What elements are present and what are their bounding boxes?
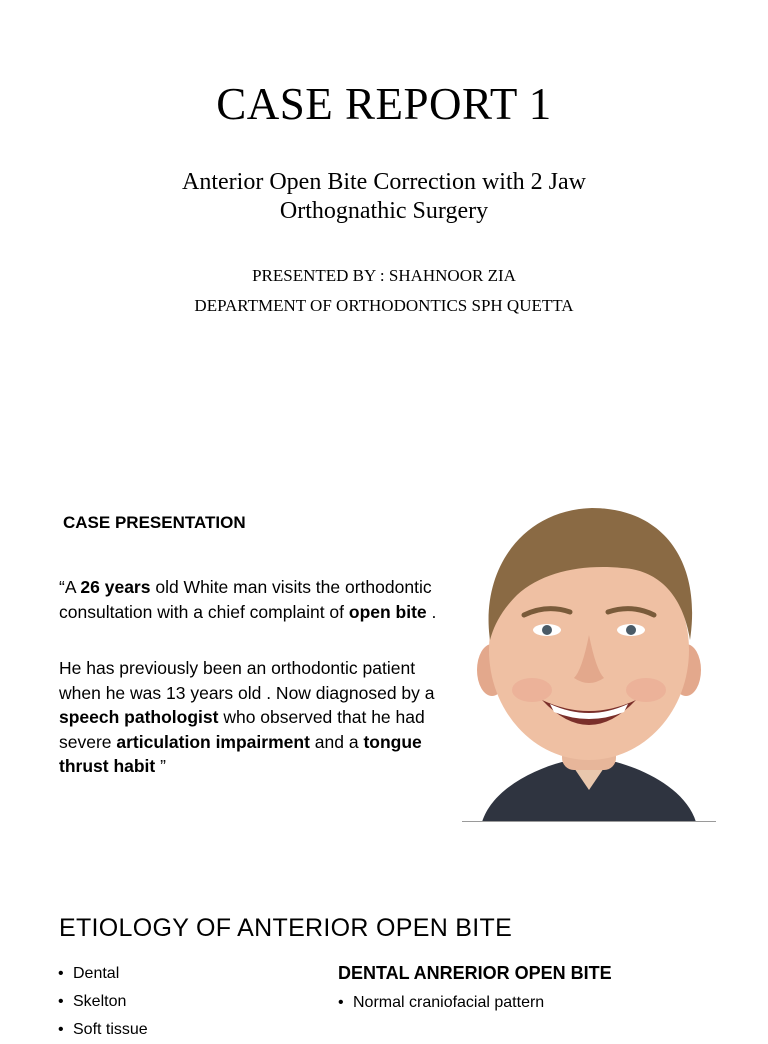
bullet-icon: • [58, 993, 64, 1010]
p2-text-g: ” [155, 756, 166, 776]
case-presentation-slide [0, 470, 768, 870]
p2-tongue-thrust: tongue thrust habit [59, 731, 422, 776]
subtitle [134, 168, 634, 226]
p2-text-e: and a [309, 731, 364, 752]
list-item-label: Normal craniofacial pattern [353, 994, 545, 1011]
bullet-icon: • [58, 965, 64, 982]
bullet-icon: • [58, 1021, 64, 1038]
subtitle-line-2: Orthognathic Surgery [279, 198, 489, 224]
page-title: CASE REPORT 1 [216, 79, 552, 129]
department-line: DEPARTMENT OF ORTHODONTICS SPH QUETTA [194, 296, 574, 315]
list-item [338, 994, 544, 1012]
etiology-list [58, 960, 148, 1044]
patient-portrait-icon [462, 500, 716, 822]
presenter-line: PRESENTED BY : SHAHNOOR ZIA [252, 266, 516, 285]
title-slide [0, 0, 768, 470]
p2-articulation: articulation impairment [116, 731, 310, 752]
list-item-label: Skelton [73, 993, 127, 1010]
list-item-label: Dental [73, 965, 120, 982]
list-item [58, 988, 148, 1016]
subtitle-line-1: Anterior Open Bite Correction with 2 Jaw [182, 169, 586, 195]
dental-open-bite-heading: DENTAL ANRERIOR OPEN BITE [338, 963, 612, 983]
p1-complaint: open bite [348, 601, 427, 622]
case-presentation-heading: CASE PRESENTATION [63, 513, 246, 532]
photo-divider [462, 821, 716, 822]
p1-text-e: . [426, 601, 437, 622]
case-paragraph-1 [59, 575, 439, 624]
list-item [58, 1016, 148, 1044]
case-paragraph-2 [59, 656, 439, 779]
p2-text-c: who observed that he had severe [59, 707, 425, 752]
etiology-heading: ETIOLOGY OF ANTERIOR OPEN BITE [59, 914, 513, 942]
list-item-label: Soft tissue [73, 1021, 148, 1038]
list-item [58, 960, 148, 988]
p2-text-a: He has previously been an orthodontic patient when he was 13 years old . Now diagnosed by a [59, 658, 435, 703]
etiology-slide [0, 870, 768, 1038]
bullet-icon: • [338, 994, 344, 1011]
dental-list [338, 994, 544, 1012]
p1-text-a: “A [59, 577, 81, 597]
p1-text-c: old White man visits the orthodontic consultation with a chief complaint of [59, 577, 432, 622]
patient-photo [462, 500, 716, 822]
p1-age: 26 years [80, 577, 151, 597]
p2-speech-pathologist: speech pathologist [59, 707, 219, 727]
